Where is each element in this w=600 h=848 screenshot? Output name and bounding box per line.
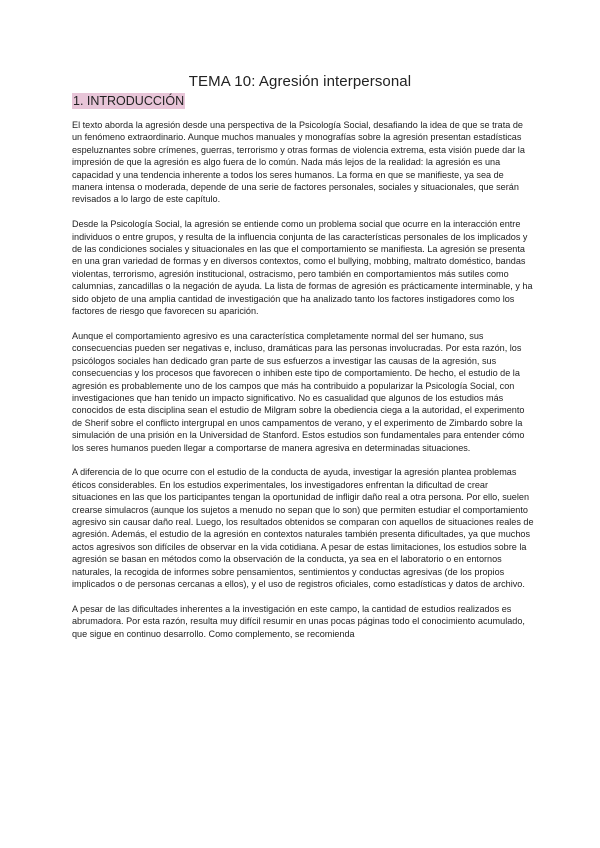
page-title: TEMA 10: Agresión interpersonal — [188, 73, 412, 90]
body-text — [72, 119, 534, 652]
section-heading: 1. INTRODUCCIÓN — [73, 94, 185, 108]
paragraph-5: A pesar de las dificultades inherentes a la investigación en este campo, la cantidad de estudios realizados es abrumadora. Por esta razón, resulta muy difícil resumir en unas pocas páginas todo el conocimiento acumulado, que sigue en continuo desarrollo. Como complemento, se recomienda — [72, 603, 525, 639]
paragraph-1: El texto aborda la agresión desde una perspectiva de la Psicología Social, desafiando la idea de que se trata de un fenómeno extraordinario. Aunque muchos manuales y monografías sobre la agresión presentan estadísticas espeluznantes sobre crímenes, guerras, terrorismo y otras formas de violencia extrema, esta visión puede dar la impresión de que la agresión es algo fuera de lo común. Nada más lejos de la realidad: la agresión es una capacidad y una tendencia inherente a todos los seres humanos. La forma en que se manifieste, ya sea de manera intensa o moderada, depende de una serie de factores personales, sociales y situacionales, que serán revisados a lo largo de este capítulo. — [72, 120, 525, 205]
paragraph-4: A diferencia de lo que ocurre con el estudio de la conducta de ayuda, investigar la agresión plantea problemas éticos considerables. En los estudios experimentales, los investigadores enfrentan la dificultad de crear situaciones en las que los participantes tengan la oportunidad de infligir daño real a otra persona. Por ello, suelen crearse simulacros (aunque los sujetos a menudo no sepan que lo son) que permiten estudiar el comportamiento agresivo sin causar daño real. Luego, los resultados obtenidos se comparan con aquellos de situaciones reales de agresión. Además, el estudio de la agresión en contextos naturales también presenta dificultades, ya que muchos actos agresivos son difíciles de observar en la vida cotidiana. A pesar de estas limitaciones, los estudios sobre la agresión se basan en métodos como la observación de la conducta, ya sea en el laboratorio o en entornos naturales, la recogida de informes sobre pensamientos, sentimientos y conductas agresivas (de los propios implicados o de personas cercanas a ellos), y el uso de registros oficiales, como estadísticas y datos de archivo. — [72, 467, 534, 589]
paragraph-2: Desde la Psicología Social, la agresión se entiende como un problema social que ocurre en la interacción entre individuos o entre grupos, y resulta de la influencia conjunta de las características personales de los implicados y de las condiciones sociales y situacionales en las que el comportamiento se manifiesta. La agresión se presenta en una gran variedad de formas y en diversos contextos, como el bullying, mobbing, maltrato doméstico, bandas violentas, terrorismo, agresión institucional, ostracismo, pero también en comportamientos más sutiles como calumnias, zancadillas o la negación de ayuda. La lista de formas de agresión es prácticamente interminable, y ha sido objeto de una amplia cantidad de investigación que ha analizado tanto los factores instigadores como los factores de riesgo que favorecen su aparición. — [72, 219, 533, 317]
paragraph-3: Aunque el comportamiento agresivo es una característica completamente normal del ser humano, sus consecuencias pueden ser negativas e, incluso, dramáticas para las personas involucradas. Por esta razón, los psicólogos sociales han dedicado gran parte de sus esfuerzos a investigar las causas de la agresión, sus consecuencias y los procesos que favorecen o inhiben este tipo de comportamiento. De hecho, el estudio de la agresión es probablemente uno de los campos que más ha contribuido a popularizar la Psicología Social, con investigaciones que han tenido un impacto significativo. No es casualidad que algunos de los estudios más conocidos de esta disciplina sean el estudio de Milgram sobre la obediencia ciega a la autoridad, el experimento de Sherif sobre el conflicto intergrupal en unos campamentos de verano, y el experimento de Zimbardo sobre la simulación de una prisión en la Universidad de Stanford. Estos estudios son fundamentales para entender cómo los seres humanos pueden llegar a comportarse de manera agresiva en determinadas situaciones. — [72, 330, 525, 453]
